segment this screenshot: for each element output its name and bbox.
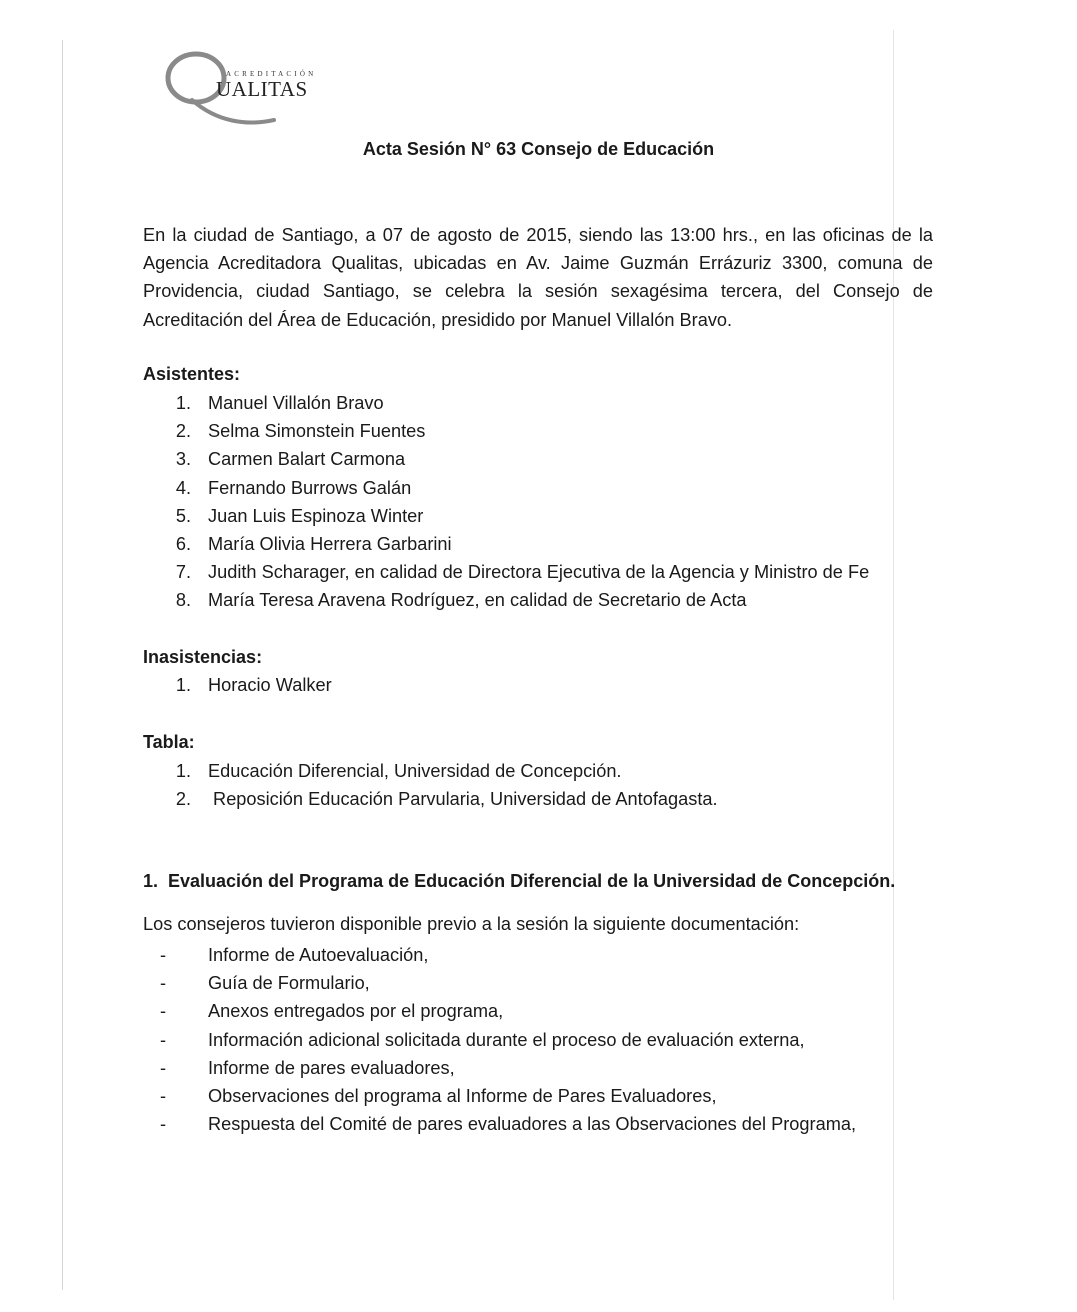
list-item: - Informe de Autoevaluación,	[159, 945, 429, 965]
list-item: - Información adicional solicitada durante el proceso de evaluación externa,	[159, 1029, 805, 1050]
logo-small-text: ACREDITACIÓN	[226, 70, 317, 78]
list-item: - Observaciones del programa al Informe de Pares Evaluadores,	[159, 1085, 717, 1106]
list-item: - Informe de pares evaluadores,	[159, 1057, 455, 1078]
intro-paragraph: En la ciudad de Santiago, a 07 de agosto de 2015, siendo las 13:00 hrs., en las oficinas de la Agencia Acreditadora Qualitas, ubicadas en Av. Jaime Guzmán Errázuriz 3300, comuna de Providencia, ciudad Santiago, se celebra la sesión sexagésima tercera, del Consejo de Acreditación del Área de Educación, presidido por Manuel Villalón Bravo.	[143, 225, 933, 330]
asistentes-heading: Asistentes:	[143, 364, 241, 384]
documentation-list	[143, 941, 856, 1138]
list-item: 7. Judith Scharager, en calidad de Directora Ejecutiva de la Agencia y Ministro de Fe	[175, 562, 870, 583]
list-item: 6. María Olivia Herrera Garbarini	[175, 533, 452, 554]
list-item: 5. Juan Luis Espinoza Winter	[175, 505, 424, 526]
list-item: - Respuesta del Comité de pares evaluadores a las Observaciones del Programa,	[159, 1114, 857, 1135]
inasistencias-list	[143, 671, 332, 699]
inasistencias-heading: Inasistencias:	[143, 647, 263, 667]
tabla-list	[143, 757, 718, 813]
list-item: 2. Reposición Educación Parvularia, Universidad de Antofagasta.	[175, 789, 718, 810]
section-1-heading: 1. Evaluación del Programa de Educación Diferencial de la Universidad de Concepción.	[143, 871, 896, 891]
asistentes-list	[143, 389, 869, 615]
document-title: Acta Sesión N° 63 Consejo de Educación	[362, 139, 715, 159]
list-item: - Anexos entregados por el programa,	[159, 1001, 504, 1022]
list-item: 1. Manuel Villalón Bravo	[175, 393, 384, 413]
list-item: 3. Carmen Balart Carmona	[175, 449, 406, 470]
list-item: 8. María Teresa Aravena Rodríguez, en calidad de Secretario de Acta	[175, 590, 747, 611]
qualitas-logo	[162, 50, 342, 130]
list-item: 4. Fernando Burrows Galán	[175, 477, 412, 498]
logo-name-text: UALITAS	[216, 77, 308, 101]
scan-margin-line-left	[62, 40, 63, 1290]
list-item: 1. Horacio Walker	[175, 675, 332, 695]
list-item: 1. Educación Diferencial, Universidad de Concepción.	[175, 761, 622, 781]
list-item: - Guía de Formulario,	[159, 973, 370, 994]
tabla-heading: Tabla:	[143, 732, 195, 752]
list-item: 2. Selma Simonstein Fuentes	[175, 421, 426, 442]
section-1-intro: Los consejeros tuvieron disponible previo a la sesión la siguiente documentación:	[143, 914, 800, 934]
